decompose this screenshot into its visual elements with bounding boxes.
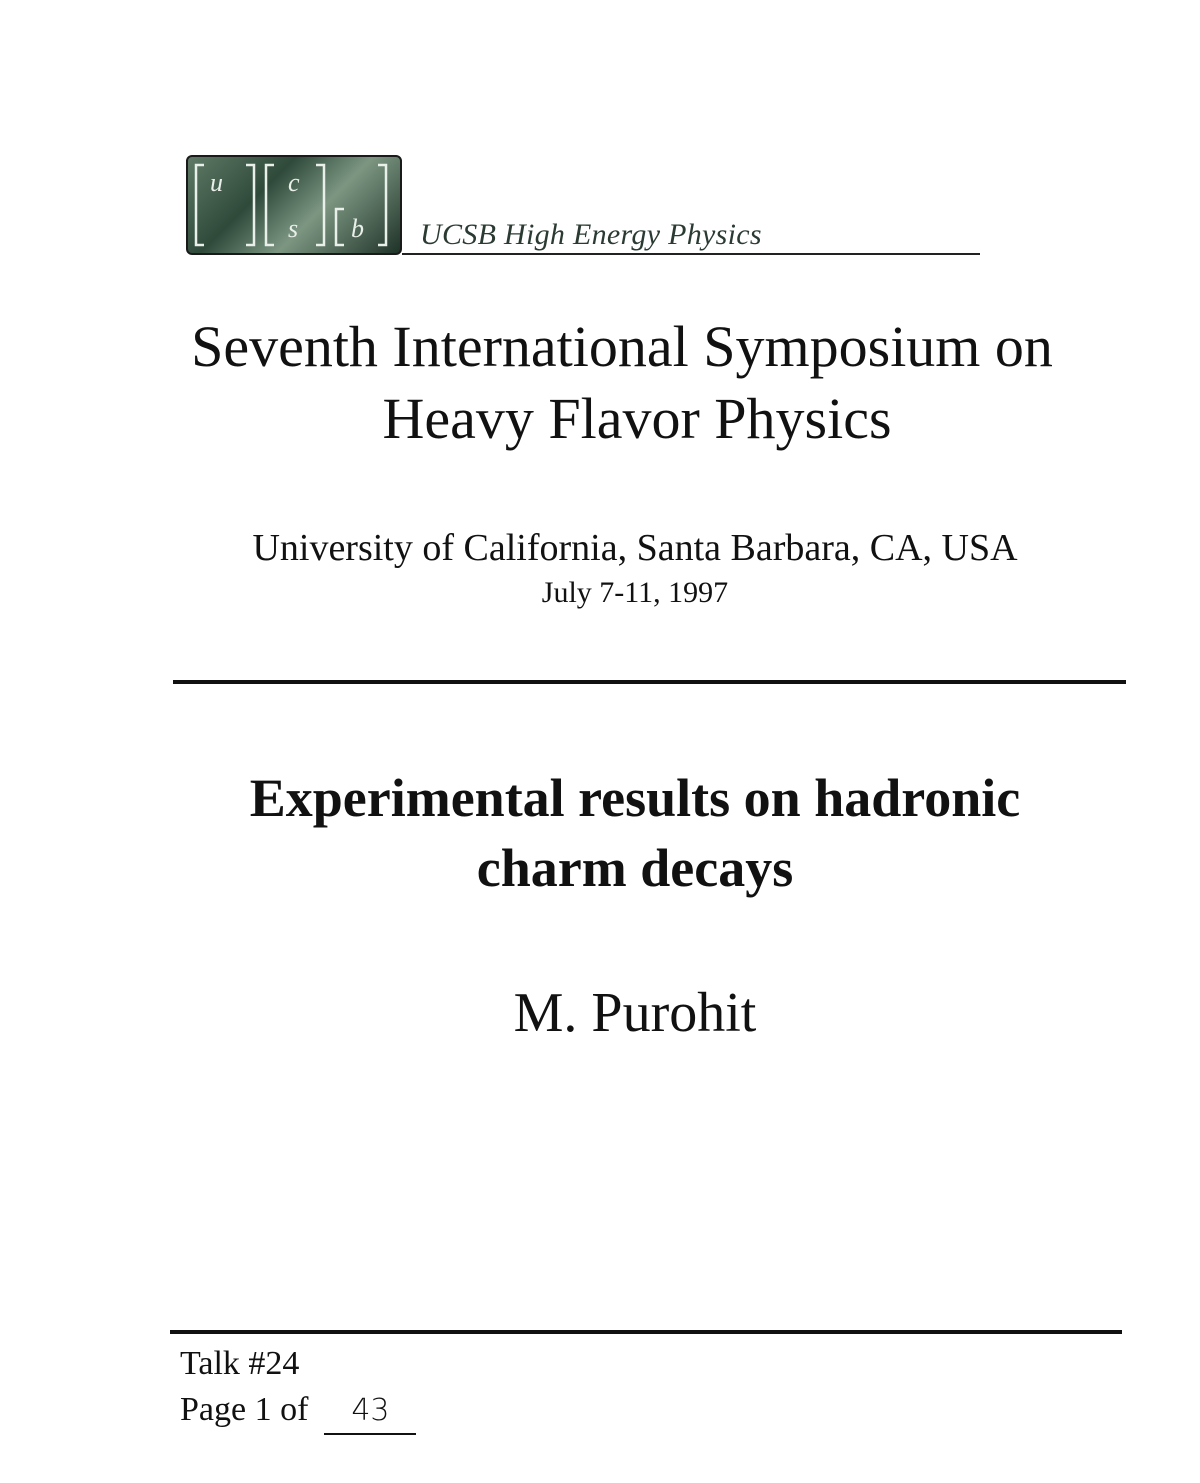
logo-letter-c: c <box>288 168 300 197</box>
talk-title-line-1: Experimental results on hadronic <box>249 768 1021 828</box>
logo-letter-b: b <box>351 214 364 243</box>
author: M. Purohit <box>513 982 757 1044</box>
page-total: 43 <box>324 1391 416 1431</box>
logo-underline <box>402 253 980 255</box>
top-divider <box>173 680 1126 684</box>
dates: July 7-11, 1997 <box>541 576 729 609</box>
talk-title-line-2: charm decays <box>476 838 794 898</box>
logo-letter-u: u <box>210 168 223 197</box>
page-label: Page 1 of <box>180 1391 309 1428</box>
logo-letter-s: s <box>288 214 299 243</box>
symposium-title-line-2: Heavy Flavor Physics <box>382 386 892 451</box>
page-indicator <box>180 1390 416 1431</box>
venue: University of California, Santa Barbara, CA, USA <box>252 527 1018 569</box>
quark-bracket-icon <box>188 157 400 253</box>
talk-number: Talk #24 <box>180 1345 300 1382</box>
logo-caption: UCSB High Energy Physics <box>420 218 762 251</box>
symposium-title-line-1: Seventh International Symposium on <box>191 314 1053 379</box>
bottom-divider <box>170 1330 1122 1334</box>
ucsb-hep-logo <box>186 155 402 255</box>
